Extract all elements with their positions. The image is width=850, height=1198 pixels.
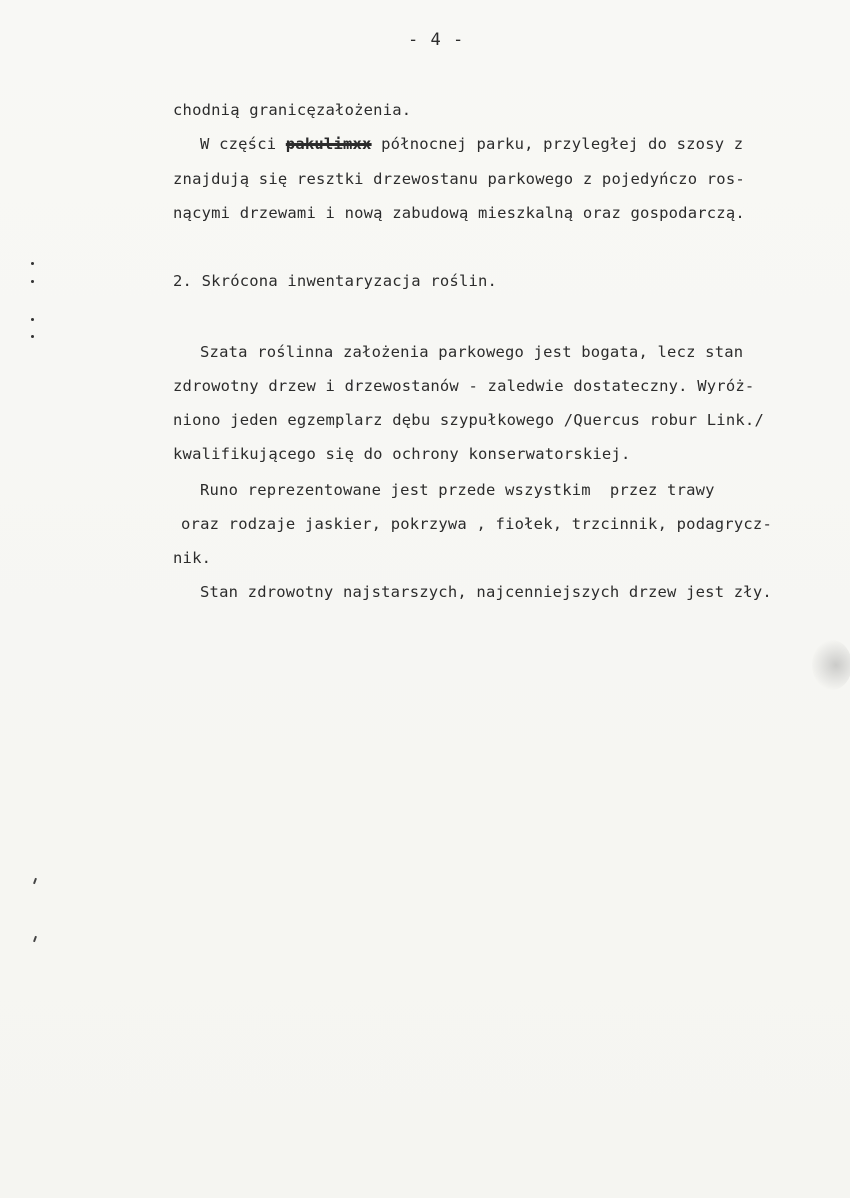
text-line-5: Szata roślinna założenia parkowego jest bogata, lecz stan [200, 343, 744, 361]
margin-dot [31, 280, 34, 283]
text-line-10: oraz rodzaje jaskier, pokrzywa , fiołek, trzcinnik, podagrycz- [181, 515, 772, 533]
text-line-6: zdrowotny drzew i drzewostanów - zaledwie dostateczny. Wyróż- [173, 377, 755, 395]
text-line-11: nik. [173, 549, 212, 567]
text-line-1: chodnią granicęzałożenia. [173, 101, 412, 119]
text-line-8: kwalifikującego się do ochrony konserwatorskiej. [173, 445, 631, 463]
text-line-2 [200, 135, 743, 153]
text-line-12: Stan zdrowotny najstarszych, najcenniejszych drzew jest zły. [200, 583, 772, 601]
margin-dot [31, 262, 34, 265]
page-number: - 4 - [408, 30, 465, 50]
margin-dot [31, 335, 34, 338]
section-heading: 2. Skrócona inwentaryzacja roślin. [173, 272, 498, 290]
text-line-3: znajdują się resztki drzewostanu parkowego z pojedyńczo ros- [173, 170, 745, 188]
text-line-9: Runo reprezentowane jest przede wszystkim przez trawy [200, 481, 715, 499]
text-line-2-start: W części [200, 135, 286, 153]
margin-mark [33, 878, 37, 884]
text-line-2-end: północnej parku, przyległej do szosy z [371, 135, 744, 153]
margin-dot [31, 318, 34, 321]
margin-mark [33, 936, 37, 942]
struck-out-word: pakulimxx [285, 135, 372, 153]
text-line-7: niono jeden egzemplarz dębu szypułkowego /Quercus robur Link./ [173, 411, 764, 429]
paper-smudge [812, 640, 850, 690]
text-line-4: nącymi drzewami i nową zabudową mieszkalną oraz gospodarczą. [173, 204, 745, 222]
